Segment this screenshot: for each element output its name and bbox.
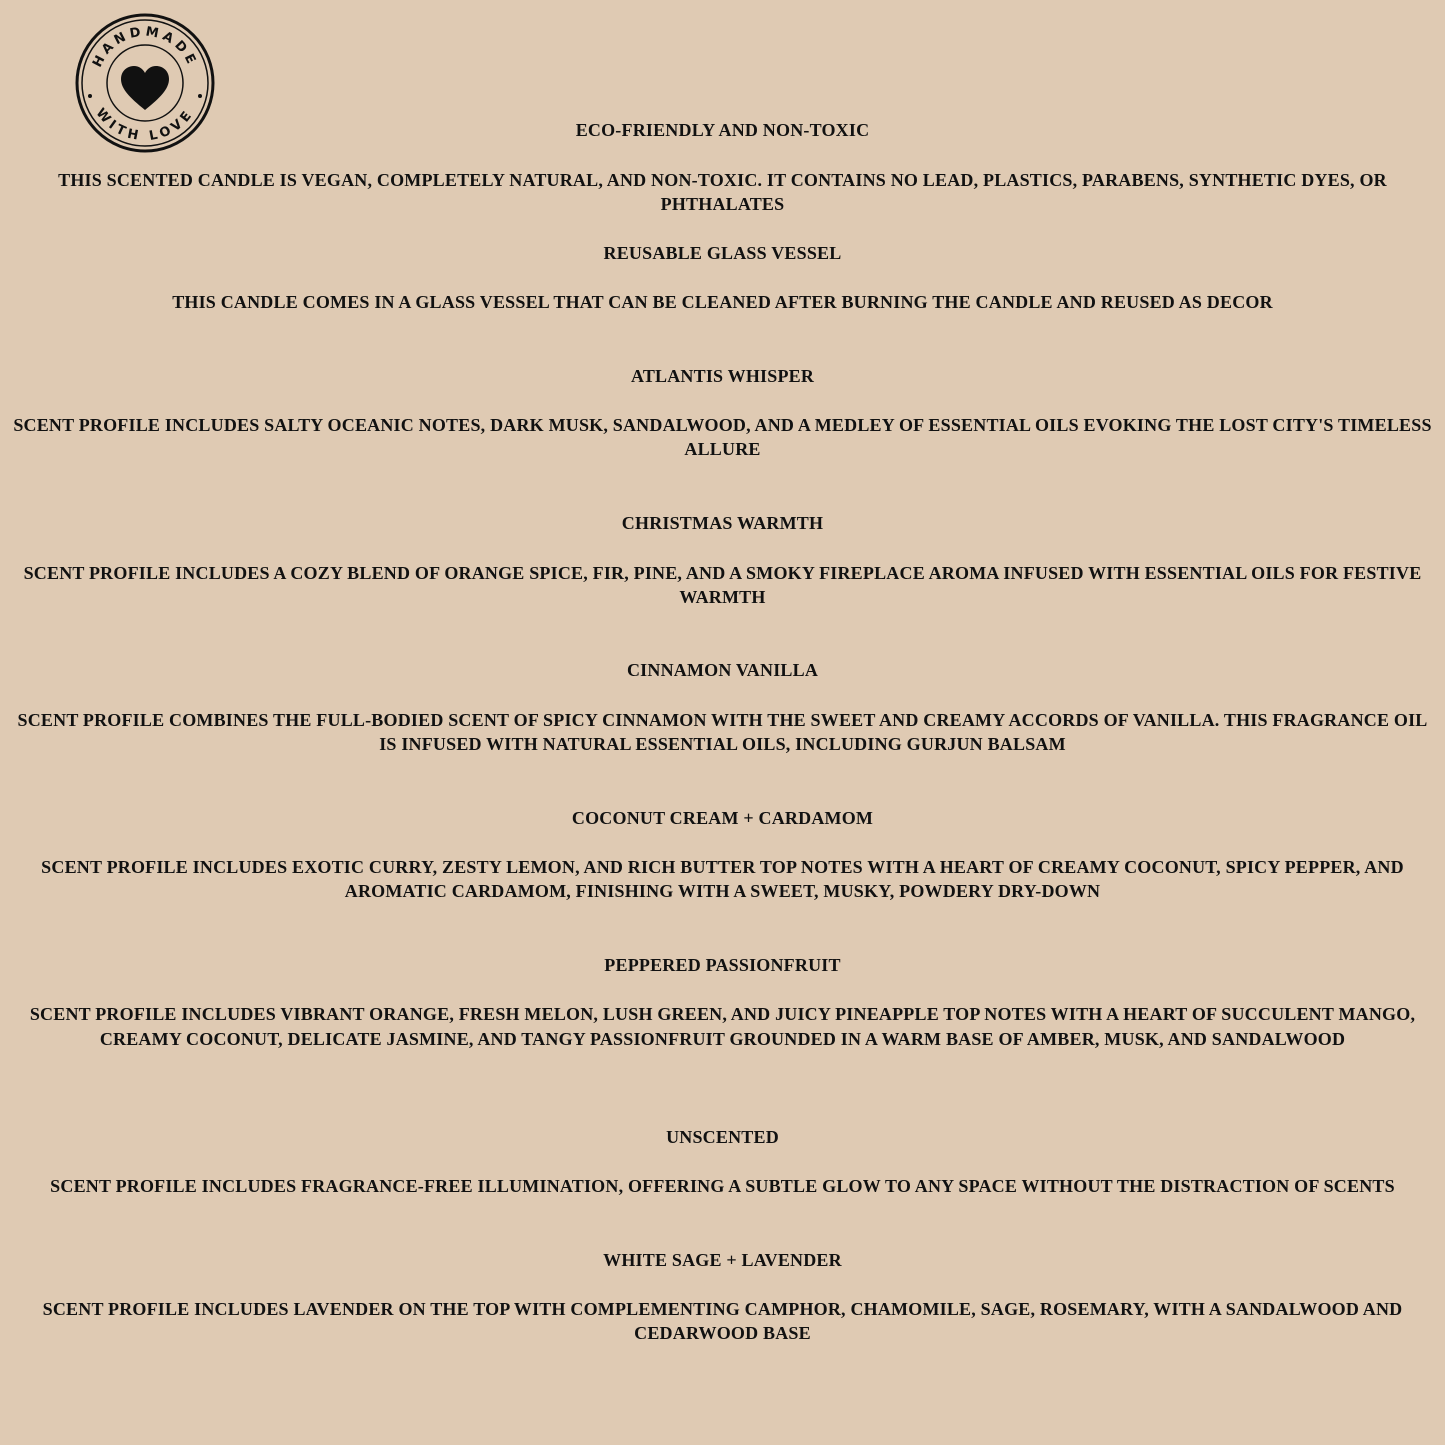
- section-body-christmas-warmth-line-2: WARMTH: [679, 587, 766, 607]
- section-body-cinnamon-vanilla-line-2: IS INFUSED WITH NATURAL ESSENTIAL OILS, INCLUDING GURJUN BALSAM: [379, 734, 1066, 754]
- section-body-white-sage-lavender-line-1: SCENT PROFILE INCLUDES LAVENDER ON THE TOP WITH COMPLEMENTING CAMPHOR, CHAMOMILE, SAGE, ROSEMARY, WITH A SANDALWOOD AND: [42, 1299, 1403, 1319]
- section-body-cinnamon-vanilla-line-1: SCENT PROFILE COMBINES THE FULL-BODIED SCENT OF SPICY CINNAMON WITH THE SWEET AND CREAMY ACCORDS OF VANILLA. THIS FRAGRANCE OIL: [17, 710, 1428, 730]
- badge-bottom-text: WITH LOVE: [92, 105, 198, 145]
- section-body-atlantis-whisper-line-1: SCENT PROFILE INCLUDES SALTY OCEANIC NOTES, DARK MUSK, SANDALWOOD, AND A MEDLEY OF ESSENTIAL OILS EVOKING THE LOST CITY'S TIMELESS: [13, 415, 1432, 435]
- section-title-coconut-cream-cardamom: COCONUT CREAM + CARDAMOM: [571, 808, 874, 828]
- section-body-white-sage-lavender-line-2: CEDARWOOD BASE: [634, 1323, 811, 1343]
- section-body-eco-friendly-line-1: THIS SCENTED CANDLE IS VEGAN, COMPLETELY NATURAL, AND NON-TOXIC. IT CONTAINS NO LEAD, PLASTICS, PARABENS, SYNTHETIC DYES, OR: [58, 170, 1387, 190]
- section-title-christmas-warmth: CHRISTMAS WARMTH: [621, 513, 824, 533]
- section-body-unscented-line-1: SCENT PROFILE INCLUDES FRAGRANCE-FREE ILLUMINATION, OFFERING A SUBTLE GLOW TO ANY SPACE WITHOUT THE DISTRACTION OF SCENTS: [50, 1176, 1395, 1196]
- section-body-peppered-passionfruit-line-2: CREAMY COCONUT, DELICATE JASMINE, AND TANGY PASSIONFRUIT GROUNDED IN A WARM BASE OF AMBER, MUSK, AND SANDALWOOD: [99, 1029, 1346, 1049]
- section-body-reusable-glass-line-1: THIS CANDLE COMES IN A GLASS VESSEL THAT CAN BE CLEANED AFTER BURNING THE CANDLE AND REUSED AS DECOR: [172, 292, 1273, 312]
- section-title-peppered-passionfruit: PEPPERED PASSIONFRUIT: [604, 955, 841, 975]
- section-title-eco-friendly: ECO-FRIENDLY AND NON-TOXIC: [575, 120, 870, 140]
- section-title-atlantis-whisper: ATLANTIS WHISPER: [630, 366, 815, 386]
- section-title-reusable-glass: REUSABLE GLASS VESSEL: [603, 243, 842, 263]
- section-body-eco-friendly-line-2: PHTHALATES: [660, 194, 785, 214]
- section-body-coconut-cream-cardamom-line-1: SCENT PROFILE INCLUDES EXOTIC CURRY, ZESTY LEMON, AND RICH BUTTER TOP NOTES WITH A HEART OF CREAMY COCONUT, SPICY PEPPER, AND: [41, 857, 1404, 877]
- section-title-cinnamon-vanilla: CINNAMON VANILLA: [626, 660, 819, 680]
- section-title-unscented: UNSCENTED: [666, 1127, 779, 1147]
- section-title-white-sage-lavender: WHITE SAGE + LAVENDER: [603, 1250, 842, 1270]
- section-body-christmas-warmth-line-1: SCENT PROFILE INCLUDES A COZY BLEND OF ORANGE SPICE, FIR, PINE, AND A SMOKY FIREPLACE AROMA INFUSED WITH ESSENTIAL OILS FOR FESTIVE: [23, 563, 1422, 583]
- section-body-coconut-cream-cardamom-line-2: AROMATIC CARDAMOM, FINISHING WITH A SWEET, MUSKY, POWDERY DRY-DOWN: [344, 881, 1101, 901]
- badge-top-text: HANDMADE: [90, 24, 200, 70]
- section-body-atlantis-whisper-line-2: ALLURE: [684, 439, 761, 459]
- section-body-peppered-passionfruit-line-1: SCENT PROFILE INCLUDES VIBRANT ORANGE, FRESH MELON, LUSH GREEN, AND JUICY PINEAPPLE TOP NOTES WITH A HEART OF SUCCULENT MANGO,: [29, 1004, 1416, 1024]
